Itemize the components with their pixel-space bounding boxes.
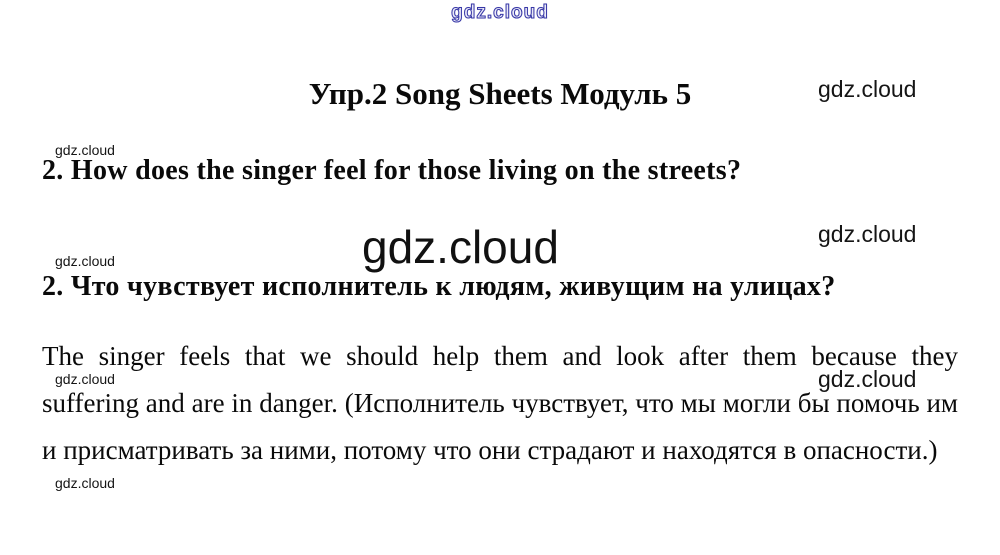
brand-watermark-small-3: gdz.cloud	[55, 371, 115, 387]
brand-watermark-center: gdz.cloud	[362, 221, 559, 273]
answer-paragraph: The singer feels that we should help them and look after them because they suffering and are in danger. (Исполнитель чувствует, что мы могли бы помочь им и присматривать за ними, потому что они страдают и находятся в опасности.)	[42, 341, 958, 465]
brand-watermark-right-2: gdz.cloud	[818, 221, 917, 247]
brand-watermark-small-1: gdz.cloud	[55, 142, 115, 158]
question-russian: 2. Что чувствует исполнитель к людям, живущим на улицах?	[42, 271, 836, 302]
question-english: 2. How does the singer feel for those living on the streets?	[42, 155, 742, 186]
brand-watermark-right-1: gdz.cloud	[818, 76, 917, 102]
brand-watermark-right-3: gdz.cloud	[818, 366, 917, 392]
brand-watermark-small-2: gdz.cloud	[55, 253, 115, 269]
brand-watermark-small-4: gdz.cloud	[55, 475, 115, 491]
brand-watermark-top: gdz.cloud	[451, 2, 549, 23]
page-title: Упр.2 Song Sheets Модуль 5	[308, 76, 692, 111]
